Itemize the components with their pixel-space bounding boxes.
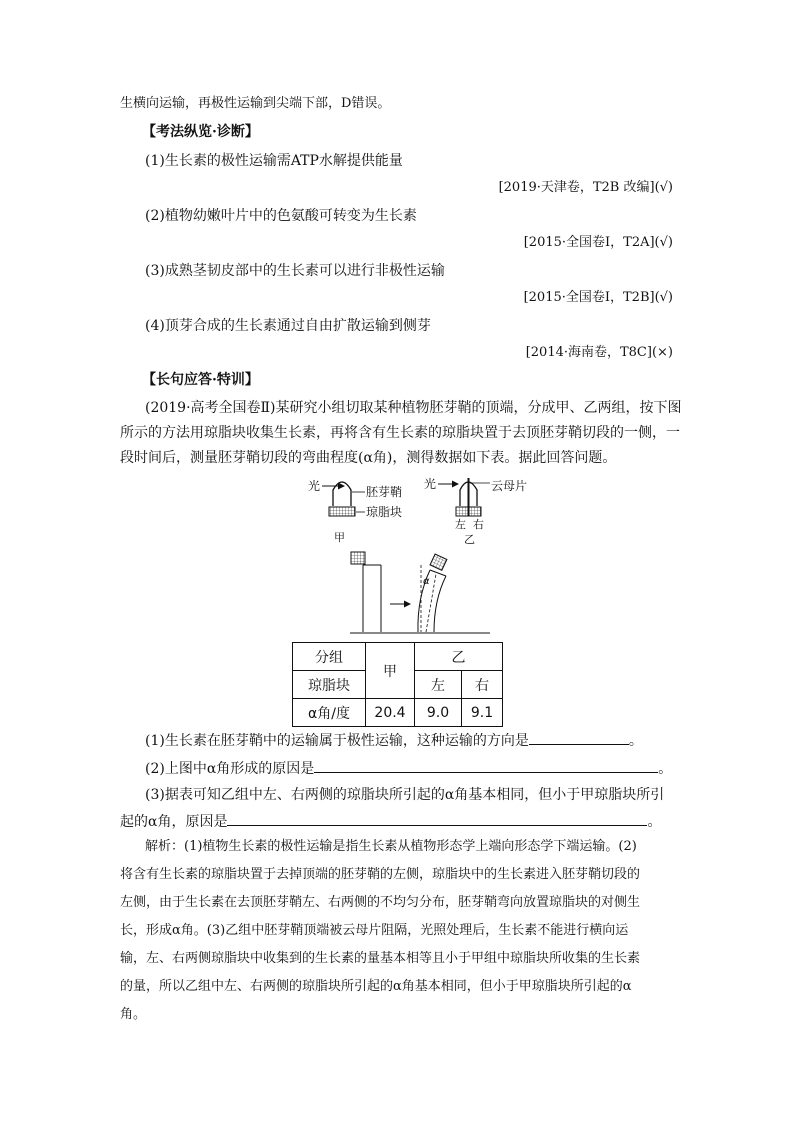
fig-bent-right-edge — [434, 576, 446, 632]
fig-light-label-b: 光 — [424, 477, 437, 491]
statement-3-source: [2015·全国卷Ⅰ，T2B](√) — [523, 290, 673, 305]
analysis-line-3: 左侧，由于生长素在去顶胚芽鞘左、右两侧的不均匀分布，胚芽鞘弯向放置琼脂块的对侧生 — [120, 895, 641, 910]
answer-blank-2[interactable] — [314, 757, 658, 773]
fig-agar-on-bent — [430, 554, 447, 570]
table-header-jia: 甲 — [366, 643, 415, 699]
fig-agar-block-a — [329, 507, 355, 516]
answer-blank-3[interactable] — [227, 810, 647, 826]
statement-1-source: [2019·天津卷，T2B 改编](√) — [498, 180, 673, 195]
fig-group-label-a: 甲 — [334, 531, 345, 544]
fig-label-left: 左 — [455, 518, 466, 531]
subquestion-3-text: 起的α角，原因是 — [120, 814, 228, 830]
table-cell-right: 9.1 — [462, 699, 503, 727]
prev-explanation-tail: 生横向运输，再极性运输到尖端下部，D错误。 — [120, 96, 391, 111]
fig-agar-block-right — [469, 507, 481, 516]
table-row-label-alpha: α角/度 — [293, 699, 366, 727]
table-cell-jia: 20.4 — [366, 699, 415, 727]
subquestion-3-line-1: (3)据表可知乙组中左、右两侧的琼脂块所引起的α角基本相同，但小于甲琼脂块所引 — [145, 787, 665, 803]
data-table — [292, 642, 503, 727]
table-header-left: 左 — [415, 671, 462, 699]
fig-label-agar: 琼脂块 — [366, 505, 403, 519]
subquestion-2-period: 。 — [658, 761, 673, 777]
problem-text-line-2: 所示的方法用琼脂块收集生长素，再将含有生长素的琼脂块置于去顶胚芽鞘切段的一侧，一 — [120, 425, 680, 441]
statement-3: (3)成熟茎韧皮部中的生长素可以进行非极性运输 — [145, 263, 445, 279]
analysis-line-7: 角。 — [120, 1007, 147, 1022]
section-heading-diagnosis: 【考法纵览·诊断】 — [142, 124, 259, 140]
subquestion-1-text: (1)生长素在胚芽鞘中的运输属于极性运输，这种运输的方向是 — [145, 733, 529, 749]
statement-4: (4)顶芽合成的生长素通过自由扩散运输到侧芽 — [145, 318, 431, 334]
subquestion-3-period: 。 — [647, 814, 662, 830]
fig-label-right: 右 — [473, 518, 484, 531]
statement-2-source: [2015·全国卷Ⅰ，T2A](√) — [523, 235, 673, 250]
fig-bent-top — [430, 570, 446, 576]
fig-light-label-a: 光 — [308, 479, 321, 493]
section-heading-practice: 【长句应答·特训】 — [142, 372, 259, 388]
subquestion-2 — [145, 757, 672, 779]
statement-4-source: [2014·海南卷，T8C](×) — [525, 345, 673, 360]
fig-alpha-label: α — [423, 576, 430, 587]
fig-agar-block-left — [456, 507, 468, 516]
statement-2: (2)植物幼嫩叶片中的色氨酸可转变为生长素 — [145, 208, 417, 224]
problem-text-line-1: (2019·高考全国卷Ⅱ)某研究小组切取某种植物胚芽鞘的顶端，分成甲、乙两组，按下图 — [145, 400, 682, 416]
table-header-agar: 琼脂块 — [293, 671, 366, 699]
fig-agar-on-segment — [351, 552, 365, 564]
analysis-line-2: 将含有生长素的琼脂块置于去掉顶端的胚芽鞘的左侧，琼脂块中的生长素进入胚芽鞘切段的 — [120, 867, 641, 882]
analysis-line-4: 长，形成α角。(3)乙组中胚芽鞘顶端被云母片阻隔，光照处理后，生长素不能进行横向运 — [120, 923, 629, 938]
analysis-line-5: 输，左、右两侧琼脂块中收集到的生长素的量基本相等且小于甲组中琼脂块所收集的生长素 — [120, 951, 641, 966]
table-header-group: 分组 — [293, 643, 366, 671]
statement-1: (1)生长素的极性运输需ATP水解提供能量 — [145, 153, 403, 169]
analysis-line-6: 的量，所以乙组中左、右两侧的琼脂块所引起的α角基本相同，但小于甲琼脂块所引起的α — [120, 979, 632, 994]
fig-label-coleoptile: 胚芽鞘 — [366, 485, 403, 499]
table-header-yi: 乙 — [415, 643, 503, 671]
table-header-right: 右 — [462, 671, 503, 699]
subquestion-1 — [145, 729, 643, 751]
fig-label-mica: 云母片 — [491, 479, 528, 493]
subquestion-1-period: 。 — [628, 733, 643, 749]
subquestion-2-text: (2)上图中α角形成的原因是 — [145, 761, 315, 777]
analysis-line-1: 解析：(1)植物生长素的极性运输是指生长素从植物形态学上端向形态学下端运输。(2) — [145, 839, 637, 854]
fig-group-label-b: 乙 — [464, 533, 475, 546]
table-cell-left: 9.0 — [415, 699, 462, 727]
answer-blank-1[interactable] — [529, 729, 629, 745]
problem-text-line-3: 段时间后，测量胚芽鞘切段的弯曲程度(α角)，测得数据如下表。据此回答问题。 — [120, 450, 617, 466]
subquestion-3-line-2 — [120, 810, 661, 832]
